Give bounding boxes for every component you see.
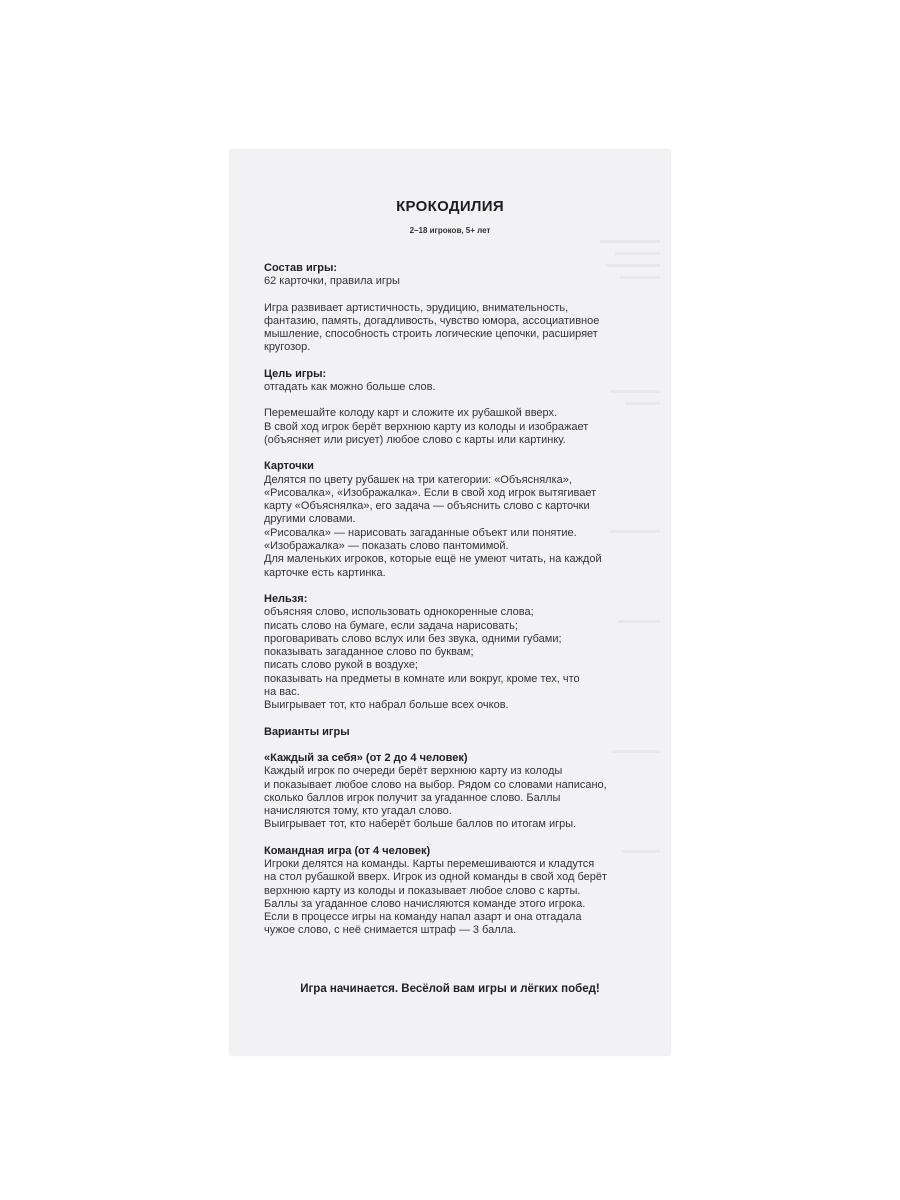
section-text-line: начисляются тому, кто угадал слово. [264,805,452,818]
rules-section [264,368,636,395]
rules-section [264,752,636,832]
document-subtitle: 2–18 игроков, 5+ лет [409,226,491,235]
section-text-line: кругозор. [264,341,311,354]
section-text-line: чужое слово, с неё снимается штраф — 3 балла. [264,924,517,937]
section-text-line: на вас. [264,686,300,699]
section-text-line: «Рисовалка» — нарисовать загаданные объект или понятие. [264,526,577,539]
section-heading: Состав игры: [264,262,338,274]
section-text-line: писать слово на бумаге, если задача нарисовать; [264,619,518,632]
section-text-line: 62 карточки, правила игры [264,275,400,288]
section-text-line: Выигрывает тот, кто наберёт больше баллов по итогам игры. [264,818,577,831]
section-heading: Командная игра (от 4 человек) [264,844,431,857]
section-text-line: мышление, способность строить логические цепочки, расширяет [264,328,598,341]
section-text-line: писать слово рукой в воздухе; [264,659,418,672]
section-text-line: на стол рубашкой вверх. Игрок из одной команды в свой ход берёт [264,871,608,884]
section-text-line: Делятся по цвету рубашек на три категории: «Объяснялка», [264,473,572,486]
section-text-line: верхнюю карту из колоды и показывает любое слово с карты. [264,884,581,897]
section-text-line: Перемешайте колоду карт и сложите их рубашкой вверх. [264,407,558,420]
closing-line: Игра начинается. Весёлой вам игры и лёгких побед! [300,983,600,995]
section-heading: «Каждый за себя» (от 2 до 4 человек) [264,751,468,764]
section-text-line: и показывает любое слово на выбор. Рядом со словами написано, [264,778,607,791]
rules-section [264,845,636,938]
section-text-line: проговаривать слово вслух или без звука, одними губами; [264,632,562,645]
section-text-line: «Изображалка» — показать слово пантомимой. [264,540,509,553]
rules-section [264,460,636,580]
section-text-line: Каждый игрок по очереди берёт верхнюю карту из колоды [264,765,563,778]
section-heading: Цель игры: [264,367,327,380]
section-text-line: показывать загаданное слово по буквам; [264,646,474,659]
section-text-line: Игроки делятся на команды. Карты перемешиваются и кладутся [264,857,595,870]
document-title: КРОКОДИЛИЯ [396,198,504,215]
section-heading: Варианты игры [264,725,350,738]
rules-section [264,262,636,289]
section-text-line: (объясняет или рисует) любое слово с карты или картинку. [264,433,566,446]
section-text-line: объясняя слово, использовать однокоренные слова; [264,606,534,619]
rules-body [264,262,636,951]
section-text-line: «Рисовалка», «Изображалка». Если в свой ход игрок вытягивает [264,486,597,499]
rules-section [264,407,636,447]
section-text-line: карту «Объяснялка», его задача — объяснить слово с карточки [264,500,590,513]
section-text-line: другими словами. [264,513,356,526]
rules-sheet [230,150,670,1055]
section-text-line: показывать на предметы в комнате или вокруг, кроме тех, что [264,672,580,685]
section-heading: Карточки [264,460,314,473]
section-text-line: отгадать как можно больше слов. [264,381,436,394]
section-text-line: сколько баллов игрок получит за угаданное слово. Баллы [264,791,561,804]
section-text-line: Выигрывает тот, кто набрал больше всех очков. [264,699,509,712]
rules-section [264,726,636,739]
rules-section [264,302,636,355]
section-text-line: Баллы за угаданное слово начисляются команде этого игрока. [264,897,586,910]
section-text-line: карточке есть картинка. [264,566,386,579]
section-heading: Нельзя: [264,592,308,605]
section-text-line: Игра развивает артистичность, эрудицию, внимательность, [264,301,569,314]
section-text-line: Если в процессе игры на команду напал азарт и она отгадала [264,911,582,924]
section-text-line: фантазию, память, догадливость, чувство юмора, ассоциативное [264,314,600,327]
section-text-line: Для маленьких игроков, которые ещё не умеют читать, на каждой [264,553,602,566]
rules-section [264,593,636,713]
section-text-line: В свой ход игрок берёт верхнюю карту из колоды и изображает [264,420,589,433]
